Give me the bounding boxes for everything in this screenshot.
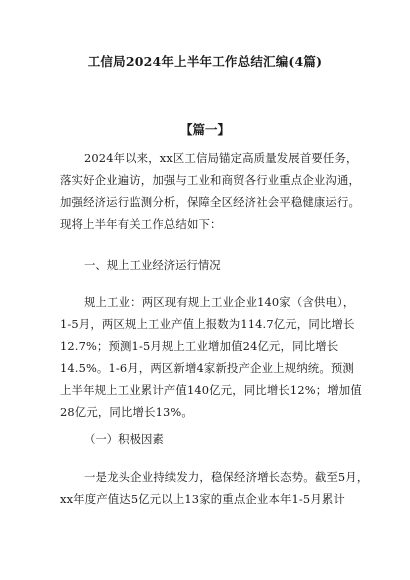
factors-paragraph: [60, 466, 369, 510]
paragraph-line: 加强经济运行监测分析，保障全区经济社会平稳健康运行。: [60, 195, 361, 209]
paragraph-line: 上半年规上工业累计产值140亿元，同比增长12%；增加值: [60, 383, 362, 397]
paragraph-line: 2024年以来，xx区工信局锚定高质量发展首要任务，: [84, 151, 358, 165]
paragraph-line: 1-5月，两区规上工业产值上报数为114.7亿元，同比增长: [60, 317, 355, 331]
paragraph-line: 28亿元，同比增长13%。: [60, 405, 193, 419]
section-heading: 【篇一】: [179, 122, 230, 137]
paragraph-line: 规上工业：两区现有规上工业企业140家（含供电），: [84, 295, 355, 309]
paragraph-line: 现将上半年有关工作总结如下：: [60, 217, 222, 231]
paragraph-line: 落实好企业遍访，加强与工业和商贸各行业重点企业沟通，: [60, 173, 361, 187]
document-title: 工信局2024年上半年工作总结汇编(4篇): [87, 54, 323, 69]
paragraph-line: 14.5%。1-6月，两区新增4家新投产企业上规纳统。预测: [60, 361, 354, 375]
section-heading-1: 一、规上工业经济运行情况: [84, 258, 221, 272]
subsection-heading: （一）积极因素: [84, 432, 164, 446]
paragraph-line: 一是龙头企业持续发力，稳保经济增长态势。截至5月，: [84, 470, 369, 484]
intro-paragraph: [60, 147, 360, 235]
paragraph-line: 12.7%；预测1-5月规上工业增加值24亿元，同比增长: [60, 339, 339, 353]
industry-paragraph: [60, 291, 360, 423]
paragraph-line: xx年度产值达5亿元以上13家的重点企业本年1-5月累计: [60, 492, 345, 506]
